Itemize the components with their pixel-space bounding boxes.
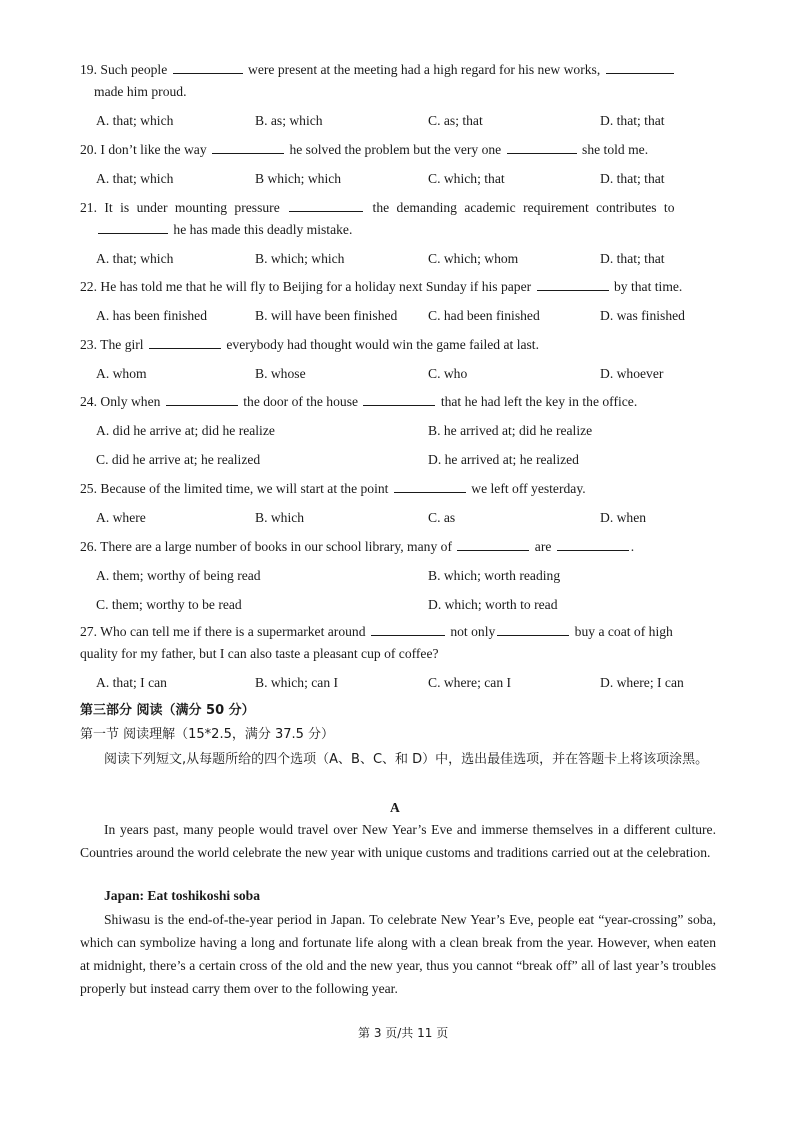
option-c: C. did he arrive at; he realized bbox=[96, 452, 261, 467]
answer-blank bbox=[606, 61, 674, 74]
option-a: A. that; I can bbox=[96, 675, 167, 690]
question-text: It is under mounting pressure bbox=[104, 200, 280, 215]
question-text: everybody had thought would win the game failed at last. bbox=[226, 337, 539, 352]
question-text: she told me. bbox=[582, 142, 649, 157]
question-27 bbox=[80, 623, 716, 641]
answer-blank bbox=[289, 199, 363, 212]
option-b: B. whose bbox=[255, 366, 306, 381]
option-a: A. whom bbox=[96, 366, 147, 381]
option-d: D. where; I can bbox=[600, 675, 684, 690]
question-21 bbox=[80, 199, 716, 217]
question-text: by that time. bbox=[613, 279, 683, 294]
question-text: made him proud. bbox=[94, 84, 187, 99]
option-c: C. as; that bbox=[428, 113, 483, 128]
option-b: B. as; which bbox=[255, 113, 323, 128]
question-23 bbox=[80, 336, 716, 354]
question-number: 21. bbox=[80, 200, 97, 215]
section-instruction: 阅读下列短文,从每题所给的四个选项（A、B、C、和 D）中，选出最佳选项，并在答题卡上将该项涂黑。 bbox=[104, 752, 709, 767]
question-text: not only bbox=[450, 624, 496, 639]
option-b: B. which; which bbox=[255, 251, 345, 266]
option-b: B. which; worth reading bbox=[428, 568, 561, 583]
question-text: Only when bbox=[100, 394, 161, 409]
answer-blank bbox=[98, 221, 168, 234]
answer-blank bbox=[497, 623, 569, 636]
passage-body: Shiwasu is the end-of-the-year period in Japan. To celebrate New Year’s Eve, people eat “year-crossing” soba, which can symbolize having a long and fortunate life along with a clean break from the year. However, when eaten at midnight, there’s a certain cross of the old and the new year, thus you cannot “break off” all of last year’s troubles properly but instead carry them over to the following year. bbox=[80, 912, 716, 996]
passage-label: A bbox=[390, 800, 400, 815]
question-text: buy a coat of high bbox=[574, 624, 673, 639]
question-number: 20. bbox=[80, 142, 97, 157]
passage-heading: Japan: Eat toshikoshi soba bbox=[104, 888, 261, 903]
option-a: A. did he arrive at; did he realize bbox=[96, 423, 275, 438]
question-text: I don’t like the way bbox=[100, 142, 207, 157]
option-a: A. them; worthy of being read bbox=[96, 568, 261, 583]
answer-blank bbox=[457, 538, 529, 551]
answer-blank bbox=[394, 480, 466, 493]
question-number: 24. bbox=[80, 394, 97, 409]
question-number: 25. bbox=[80, 481, 97, 496]
question-text: He has told me that he will fly to Beijing for a holiday next Sunday if his paper bbox=[100, 279, 532, 294]
answer-blank bbox=[557, 538, 629, 551]
question-text: we left off yesterday. bbox=[471, 481, 586, 496]
question-25 bbox=[80, 480, 716, 498]
question-text: quality for my father, but I can also taste a pleasant cup of coffee? bbox=[80, 646, 439, 661]
question-21-cont bbox=[96, 221, 352, 239]
question-26 bbox=[80, 538, 716, 556]
option-a: A. has been finished bbox=[96, 308, 207, 323]
answer-blank bbox=[537, 278, 609, 291]
answer-blank bbox=[173, 61, 243, 74]
question-number: 19. bbox=[80, 62, 97, 77]
option-d: D. when bbox=[600, 510, 647, 525]
option-c: C. where; can I bbox=[428, 675, 512, 690]
question-text: that he had left the key in the office. bbox=[440, 394, 638, 409]
option-c: C. had been finished bbox=[428, 308, 540, 323]
option-c: C. them; worthy to be read bbox=[96, 597, 242, 612]
option-d: D. that; that bbox=[600, 113, 665, 128]
option-d: D. he arrived at; he realized bbox=[428, 452, 579, 467]
option-c: C. as bbox=[428, 510, 456, 525]
question-number: 23. bbox=[80, 337, 97, 352]
answer-blank bbox=[212, 141, 284, 154]
option-b: B. which bbox=[255, 510, 305, 525]
question-text: Who can tell me if there is a supermarket around bbox=[100, 624, 366, 639]
option-b: B. which; can I bbox=[255, 675, 339, 690]
question-19 bbox=[80, 61, 716, 79]
question-text: are bbox=[534, 539, 552, 554]
answer-blank bbox=[166, 393, 238, 406]
option-b: B. will have been finished bbox=[255, 308, 398, 323]
option-d: D. that; that bbox=[600, 251, 665, 266]
option-d: D. whoever bbox=[600, 366, 664, 381]
question-20 bbox=[80, 141, 716, 159]
option-a: A. that; which bbox=[96, 171, 174, 186]
option-d: D. was finished bbox=[600, 308, 685, 323]
question-text: Such people bbox=[100, 62, 168, 77]
option-a: A. that; which bbox=[96, 113, 174, 128]
question-text: Because of the limited time, we will start at the point bbox=[100, 481, 389, 496]
option-c: C. who bbox=[428, 366, 468, 381]
question-text: . bbox=[630, 539, 635, 554]
question-text: the door of the house bbox=[243, 394, 359, 409]
question-text: he has made this deadly mistake. bbox=[173, 222, 353, 237]
answer-blank bbox=[507, 141, 577, 154]
question-number: 22. bbox=[80, 279, 97, 294]
question-24 bbox=[80, 393, 716, 411]
option-d: D. that; that bbox=[600, 171, 665, 186]
section-title: 第三部分 阅读（满分 50 分） bbox=[80, 703, 255, 718]
option-b: B which; which bbox=[255, 171, 342, 186]
subsection-title: 第一节 阅读理解（15*2.5，满分 37.5 分） bbox=[80, 727, 335, 742]
question-text: the demanding academic requirement contributes to bbox=[372, 200, 675, 215]
option-c: C. which; whom bbox=[428, 251, 519, 266]
question-number: 27. bbox=[80, 624, 97, 639]
option-b: B. he arrived at; did he realize bbox=[428, 423, 593, 438]
page-number: 第 3 页/共 11 页 bbox=[358, 1026, 449, 1040]
question-text: were present at the meeting had a high regard for his new works, bbox=[248, 62, 601, 77]
question-text: The girl bbox=[100, 337, 144, 352]
answer-blank bbox=[363, 393, 435, 406]
option-a: A. where bbox=[96, 510, 146, 525]
passage-intro: In years past, many people would travel over New Year’s Eve and immerse themselves in a different culture. Countries around the world celebrate the new year with unique customs and traditions carried out at the celebration. bbox=[80, 822, 716, 860]
option-a: A. that; which bbox=[96, 251, 174, 266]
option-c: C. which; that bbox=[428, 171, 505, 186]
question-22 bbox=[80, 278, 716, 296]
option-d: D. which; worth to read bbox=[428, 597, 558, 612]
answer-blank bbox=[371, 623, 445, 636]
question-text: he solved the problem but the very one bbox=[289, 142, 502, 157]
answer-blank bbox=[149, 336, 221, 349]
question-number: 26. bbox=[80, 539, 97, 554]
question-text: There are a large number of books in our school library, many of bbox=[100, 539, 452, 554]
